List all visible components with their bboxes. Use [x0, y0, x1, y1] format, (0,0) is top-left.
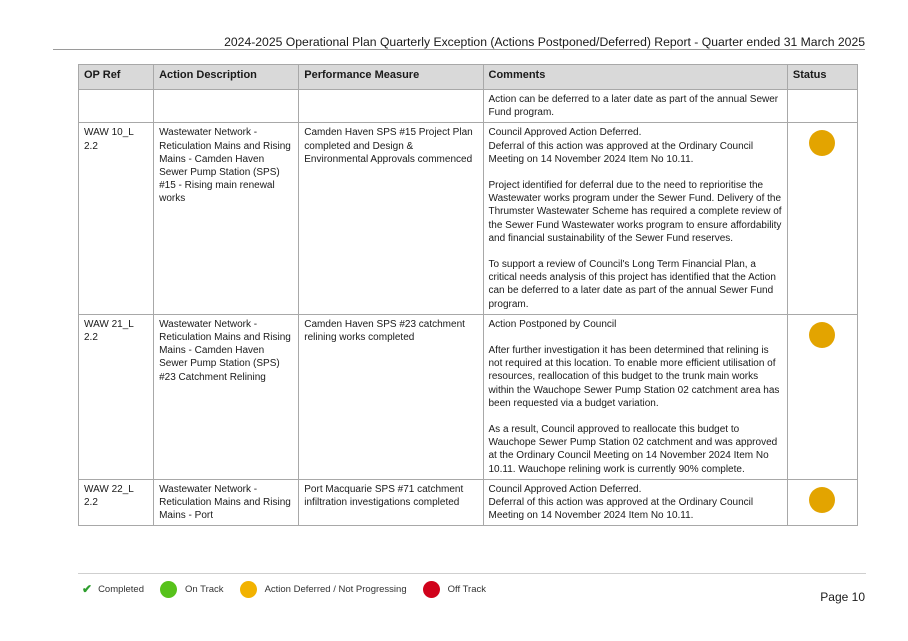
- op-ref-cell: WAW 21_L 2.2: [79, 314, 154, 479]
- amber-dot-icon: [240, 581, 257, 598]
- check-icon: ✔: [82, 582, 93, 596]
- action-description-cell: Wastewater Network - Reticulation Mains and Rising Mains - Camden Haven Sewer Pump Station (SPS) #23 Catchment Relining: [154, 314, 299, 479]
- comment-paragraph: Deferral of this action was approved at the Ordinary Council Meeting on 14 November 2024 Item No 10.11.: [488, 140, 754, 165]
- column-header-action-description: Action Description: [154, 65, 299, 90]
- status-deferred-icon: [809, 322, 835, 348]
- column-header-op-ref: OP Ref: [79, 65, 154, 90]
- ref-cell: [79, 90, 154, 123]
- table-header-row: [79, 65, 858, 90]
- comment-paragraph: To support a review of Council's Long Term Financial Plan, a critical needs analysis of this project has identified that the Action can be deferred to a later date as part of the annual Sewer Fund program.: [488, 259, 776, 310]
- exception-report-table: [78, 64, 858, 526]
- comments-cell: [483, 90, 787, 123]
- legend-label-off-track: Off Track: [447, 583, 486, 595]
- comment-status-line: Action Postponed by Council: [488, 318, 617, 330]
- op-ref-cell: WAW 10_L 2.2: [79, 123, 154, 314]
- performance-measure-cell: Port Macquarie SPS #71 catchment infiltration investigations completed: [299, 479, 483, 526]
- comment-status-line: Council Approved Action Deferred.: [488, 127, 642, 139]
- report-title: 2024-2025 Operational Plan Quarterly Exception (Actions Postponed/Deferred) Report - Quarter ended 31 March 2025: [224, 35, 865, 49]
- action-description-cell: Wastewater Network - Reticulation Mains and Rising Mains - Camden Haven Sewer Pump Station (SPS) #15 - Rising main renewal works: [154, 123, 299, 314]
- status-cell: [787, 314, 857, 479]
- comment-paragraph: Deferral of this action was approved at the Ordinary Council Meeting on 14 November 2024 Item No 10.11.: [488, 497, 754, 522]
- table-row: [79, 314, 858, 479]
- action-description-cell: Wastewater Network - Reticulation Mains and Rising Mains - Port: [154, 479, 299, 526]
- status-cell: [787, 90, 857, 123]
- comment-paragraph: As a result, Council approved to reallocate this budget to Wauchope Sewer Pump Station 02 catchment and was approved at the Ordinary Council Meeting on 14 November 2024 Item No 10.11. Wauchope relining work is currently 90% complete.: [488, 424, 778, 475]
- comments-cell: [483, 123, 787, 314]
- legend-label-completed: Completed: [98, 583, 145, 595]
- status-cell: [787, 479, 857, 526]
- comments-cell: [483, 314, 787, 479]
- page-number: Page 10: [820, 590, 865, 604]
- legend-divider: [78, 573, 866, 574]
- status-deferred-icon: [809, 130, 835, 156]
- performance-measure-cell: Camden Haven SPS #23 catchment relining works completed: [299, 314, 483, 479]
- red-dot-icon: [423, 581, 440, 598]
- comment-paragraph: After further investigation it has been determined that relining is not required at this location. To enable more efficient utilisation of resources, reallocation of this budget to the trunk main works within the Wauchope Sewer Pump Station 02 catchment area has been requested via a budget variation.: [488, 345, 780, 409]
- legend-label-on-track: On Track: [185, 583, 224, 595]
- comment-paragraph: Action can be deferred to a later date as part of the annual Sewer Fund program.: [488, 94, 779, 119]
- measure-cell: [299, 90, 483, 123]
- status-deferred-icon: [809, 487, 835, 513]
- green-dot-icon: [160, 581, 177, 598]
- op-ref-cell: WAW 22_L 2.2: [79, 479, 154, 526]
- status-cell: [787, 123, 857, 314]
- performance-measure-cell: Camden Haven SPS #15 Project Plan completed and Design & Environmental Approvals commenced: [299, 123, 483, 314]
- comment-status-line: Council Approved Action Deferred.: [488, 483, 642, 495]
- column-header-performance-measure: Performance Measure: [299, 65, 483, 90]
- header-divider: [53, 49, 865, 50]
- table-row-continuation: [79, 90, 858, 123]
- status-legend: [82, 578, 502, 600]
- legend-label-deferred: Action Deferred / Not Progressing: [264, 583, 407, 595]
- description-cell: [154, 90, 299, 123]
- column-header-comments: Comments: [483, 65, 787, 90]
- table-row: [79, 479, 858, 526]
- table-row: [79, 123, 858, 314]
- comments-cell: [483, 479, 787, 526]
- comment-paragraph: Project identified for deferral due to the need to reprioritise the Wastewater works program under the Sewer Fund. Delivery of the Thrumster Wastewater Scheme has required a complete review of the Sewer Fund Wastewater works program to ensure affordability and financial sustainability of the Sewer Fund reserves.: [488, 180, 782, 244]
- column-header-status: Status: [787, 65, 857, 90]
